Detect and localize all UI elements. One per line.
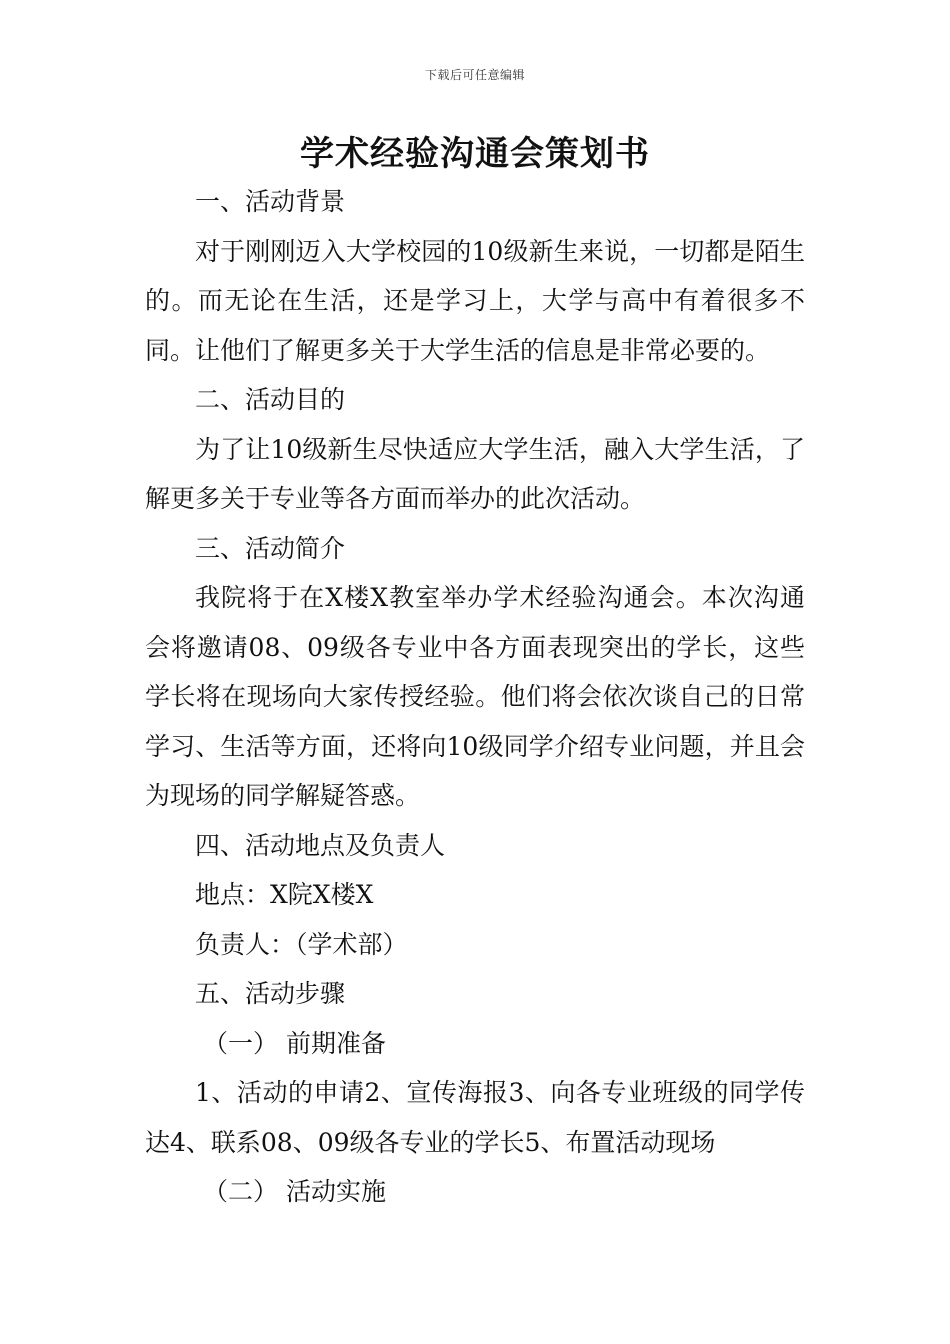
paragraph-preparation: 1、活动的申请2、宣传海报3、向各专业班级的同学传达4、联系08、09级各专业的学长5、布置活动现场 [145,1078,805,1157]
header-note: 下载后可任意编辑 [424,68,525,82]
subsection-heading-preparation: （一） 前期准备 [203,1028,386,1058]
section-heading-introduction: 三、活动简介 [195,533,346,563]
person-in-charge-line: 负责人：（学术部） [195,929,408,959]
paragraph-purpose: 为了让10级新生尽快适应大学生活，融入大学生活，了解更多关于专业等各方面而举办的此次活动。 [145,434,805,513]
paragraph-introduction: 我院将于在X楼X教室举办学术经验沟通会。本次沟通会将邀请08、09级各专业中各方面表现突出的学长，这些学长将在现场向大家传授经验。他们将会依次谈自己的日常学习、生活等方面，还将向10级同学介绍专业问题，并且会为现场的同学解疑答惑。 [145,583,805,810]
section-heading-steps: 五、活动步骤 [195,979,346,1008]
document-title: 学术经验沟通会策划书 [300,134,650,174]
section-heading-background: 一、活动背景 [195,187,346,216]
location-line: 地点：X院X楼X [195,880,374,909]
document-body [145,177,805,1217]
section-heading-location: 四、活动地点及负责人 [195,830,446,860]
section-heading-purpose: 二、活动目的 [195,385,346,414]
subsection-heading-implementation: （二） 活动实施 [203,1177,386,1206]
paragraph-background: 对于刚刚迈入大学校园的10级新生来说，一切都是陌生的。而无论在生活，还是学习上，大学与高中有着很多不同。让他们了解更多关于大学生活的信息是非常必要的。 [145,236,805,365]
